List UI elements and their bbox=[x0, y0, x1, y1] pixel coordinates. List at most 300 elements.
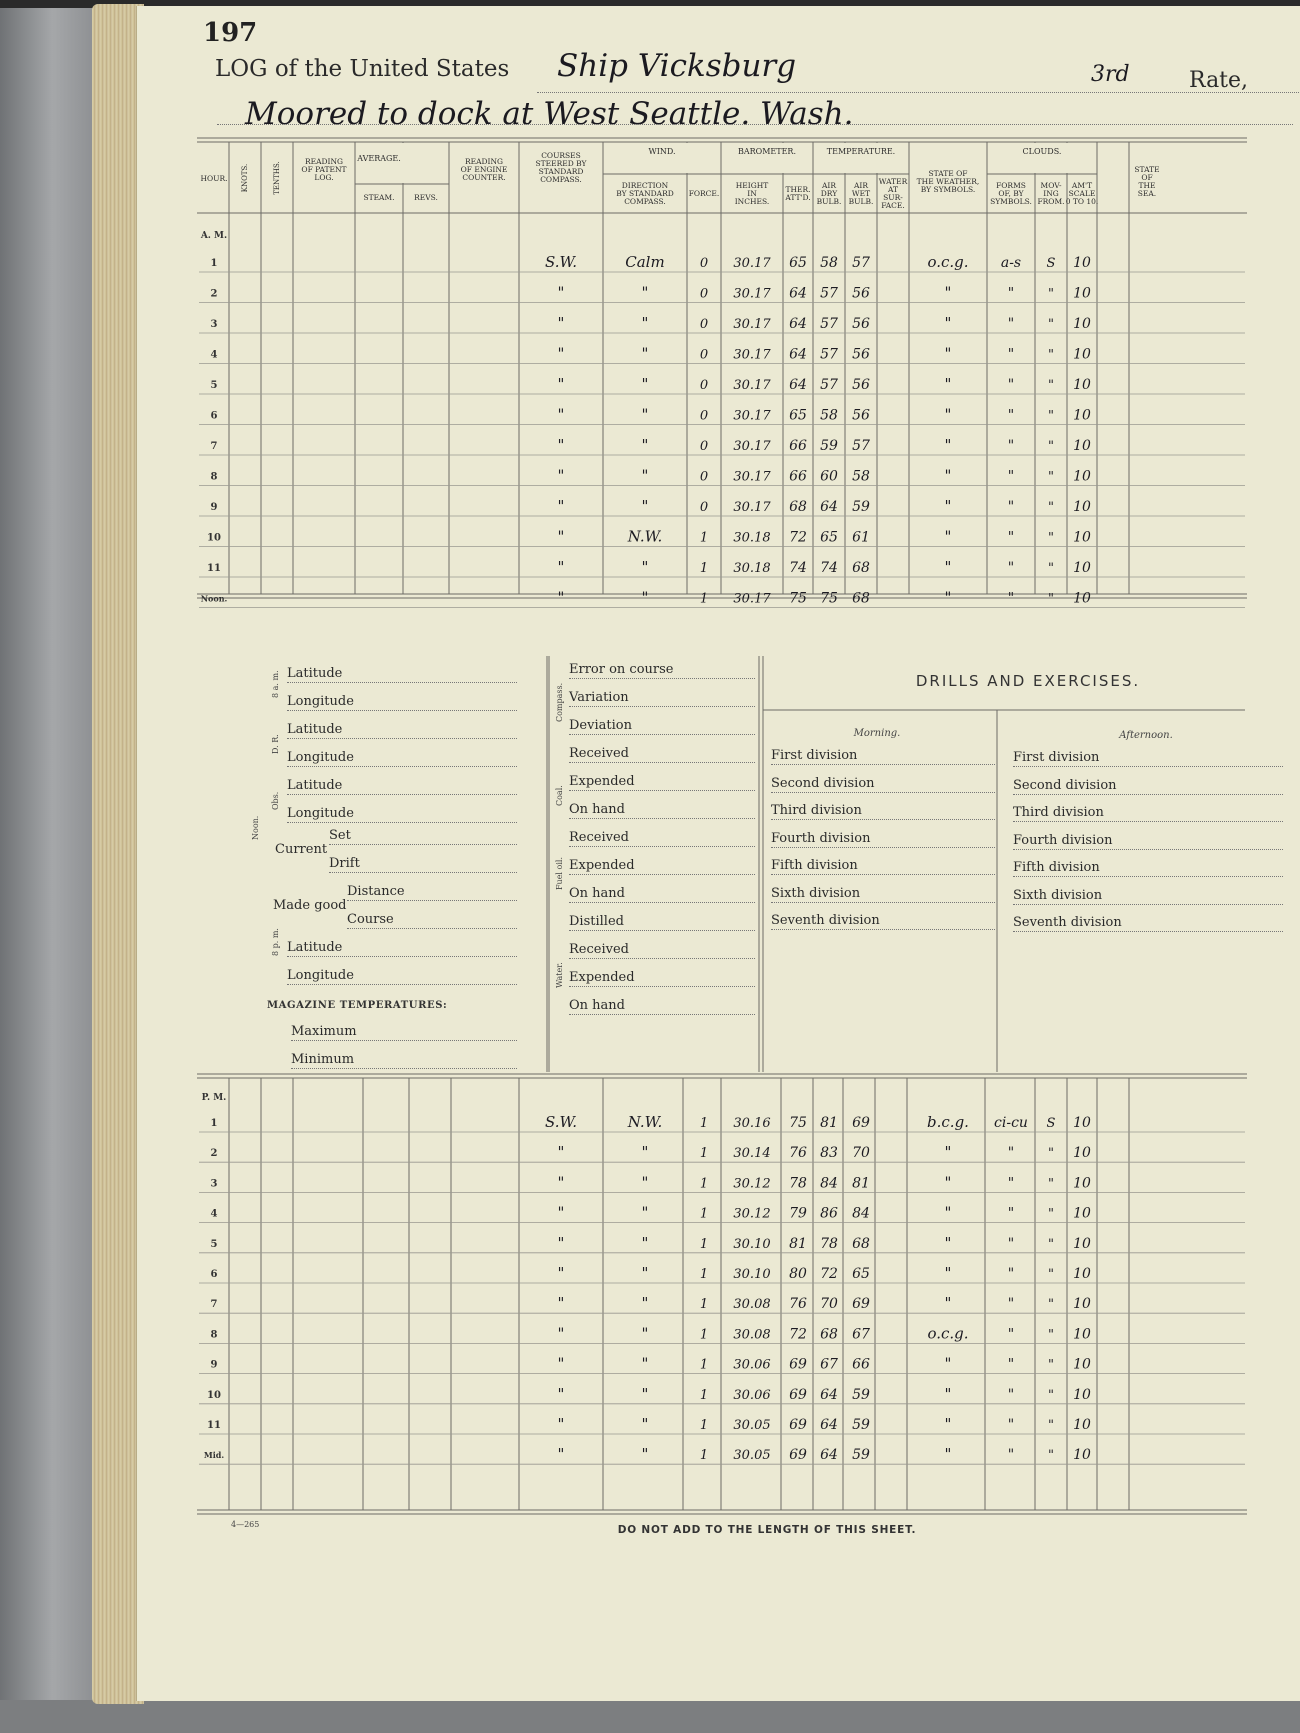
course-cell: " bbox=[557, 1354, 565, 1373]
air-wet-cell: 68 bbox=[852, 560, 870, 576]
cloud-forms-cell: a-s bbox=[1000, 255, 1022, 271]
barometer-ther-cell: 64 bbox=[789, 346, 807, 363]
wind-direction-cell: " bbox=[641, 588, 649, 607]
wind-direction-cell: N.W. bbox=[627, 1113, 663, 1131]
air-dry-cell: 78 bbox=[820, 1235, 838, 1252]
barometer-height-cell: 30.06 bbox=[733, 1357, 771, 1373]
supply-received-field: Received bbox=[569, 942, 755, 959]
barometer-height-cell: 30.05 bbox=[733, 1448, 771, 1464]
weather-cell: " bbox=[944, 1173, 952, 1192]
air-wet-cell: 56 bbox=[852, 407, 870, 424]
afternoon-division-2: Second division bbox=[1013, 778, 1283, 795]
air-wet-cell: 68 bbox=[852, 1235, 870, 1252]
wind-direction-cell: " bbox=[641, 375, 649, 393]
cloud-moving-cell: " bbox=[1048, 1357, 1054, 1373]
air-wet-cell: 56 bbox=[852, 316, 870, 332]
wind-force-cell: 0 bbox=[699, 347, 709, 363]
wind-force-cell: 0 bbox=[699, 408, 709, 424]
cloud-forms-cell: " bbox=[1007, 1266, 1015, 1282]
barometer-height-cell: 30.10 bbox=[733, 1267, 771, 1282]
cloud-amount-cell: 10 bbox=[1073, 499, 1091, 515]
weather-cell: " bbox=[944, 314, 952, 332]
cloud-amount-cell: 10 bbox=[1073, 468, 1091, 485]
location-entry: Moored to dock at West Seattle. Wash. bbox=[245, 96, 854, 132]
air-wet-cell: 59 bbox=[852, 1417, 870, 1433]
weather-cell: " bbox=[944, 1294, 952, 1313]
air-dry-cell: 70 bbox=[820, 1296, 838, 1313]
air-dry-cell: 64 bbox=[820, 1386, 838, 1403]
barometer-height-cell: 30.10 bbox=[733, 1236, 771, 1252]
cloud-amount-cell: 10 bbox=[1073, 1145, 1091, 1162]
afternoon-division-5: Fifth division bbox=[1013, 860, 1283, 877]
wind-direction-cell: " bbox=[641, 1233, 649, 1252]
course-cell: " bbox=[557, 375, 565, 393]
supply-received-field: Received bbox=[569, 830, 755, 847]
air-dry-cell: 64 bbox=[820, 1417, 838, 1433]
cloud-forms-cell: ci-cu bbox=[994, 1115, 1028, 1131]
wind-direction-cell: " bbox=[641, 1203, 649, 1222]
wind-direction-cell: " bbox=[641, 283, 649, 302]
supplies-section bbox=[547, 656, 759, 1076]
air-wet-cell: 58 bbox=[852, 468, 870, 485]
barometer-header: BAROMETER. bbox=[737, 147, 797, 156]
latitude-field: Latitude bbox=[287, 778, 517, 795]
morning-division-5: Fifth division bbox=[771, 858, 995, 875]
current-drift-field: Drift bbox=[329, 856, 517, 873]
cloud-forms-cell: " bbox=[1007, 438, 1015, 454]
air-wet-cell: 65 bbox=[852, 1266, 870, 1282]
hour-cell: 9 bbox=[210, 502, 218, 513]
average-header: AVERAGE. bbox=[357, 154, 401, 163]
cloud-amount-cell: 10 bbox=[1073, 438, 1091, 454]
wind-direction-cell: Calm bbox=[625, 253, 665, 271]
wind-force-cell: 1 bbox=[699, 1327, 709, 1343]
weather-cell: " bbox=[944, 558, 952, 576]
course-cell: S.W. bbox=[544, 1113, 578, 1131]
rate-label: Rate, bbox=[1189, 68, 1249, 93]
barometer-ther-cell: 68 bbox=[789, 499, 807, 515]
barometer-height-cell: 30.17 bbox=[733, 317, 771, 332]
magazine-minimum-field: Minimum bbox=[291, 1052, 517, 1069]
wind-force-cell: 0 bbox=[699, 256, 709, 271]
afternoon-division-4: Fourth division bbox=[1013, 833, 1283, 850]
cloud-amount-cell: 10 bbox=[1073, 529, 1091, 546]
made-good-distance-field: Distance bbox=[347, 884, 517, 901]
barometer-ther-cell: 75 bbox=[789, 590, 807, 607]
cloud-amount-cell: 10 bbox=[1073, 1417, 1091, 1433]
fueloil-group-label: Fuel oil. bbox=[555, 856, 564, 890]
wind-header: WIND. bbox=[648, 147, 676, 156]
course-cell: " bbox=[557, 344, 565, 363]
course-cell: " bbox=[557, 1173, 565, 1192]
made-good-course-field: Course bbox=[347, 912, 517, 929]
cloud-moving-cell: " bbox=[1048, 1387, 1054, 1403]
afternoon-label: Afternoon. bbox=[1119, 730, 1173, 741]
latlon-prefix: D. R. bbox=[271, 734, 280, 754]
wind-direction-cell: " bbox=[641, 1264, 649, 1282]
air-wet-cell: 59 bbox=[852, 1447, 870, 1464]
made-good-label: Made good bbox=[273, 898, 347, 913]
weather-cell: " bbox=[944, 1233, 952, 1252]
wind-force-cell: 1 bbox=[699, 1357, 709, 1373]
cloud-forms-cell: " bbox=[1007, 407, 1015, 424]
weather-cell: " bbox=[944, 344, 952, 363]
coal-group-label: Coal. bbox=[555, 785, 564, 806]
cloud-moving-cell: " bbox=[1048, 286, 1054, 302]
pm8-longitude-field: Longitude bbox=[287, 968, 517, 985]
wind-force-cell: 0 bbox=[699, 439, 709, 454]
barometer-height-cell: 30.18 bbox=[733, 561, 771, 576]
weather-cell: " bbox=[944, 375, 952, 393]
cloud-amount-cell: 10 bbox=[1073, 590, 1091, 607]
cloud-forms-cell: " bbox=[1007, 499, 1015, 515]
knots-header: KNOTS. bbox=[241, 163, 249, 193]
air-dry-cell: 57 bbox=[820, 346, 838, 363]
cloud-moving-cell: " bbox=[1048, 378, 1054, 393]
wind-direction-cell: " bbox=[641, 1445, 649, 1464]
cloud-moving-cell: " bbox=[1048, 1418, 1054, 1433]
air-wet-cell: 66 bbox=[852, 1356, 870, 1373]
wind-direction-cell: " bbox=[641, 1354, 649, 1373]
course-cell: " bbox=[557, 588, 565, 607]
air-dry-cell: 83 bbox=[820, 1145, 838, 1162]
barometer-height-cell: 30.12 bbox=[733, 1206, 771, 1222]
cloud-moving-cell: " bbox=[1048, 1448, 1054, 1464]
wind-force-cell: 0 bbox=[699, 378, 709, 393]
hour-cell: 11 bbox=[207, 563, 221, 574]
supply-error-on-course-field: Error on course bbox=[569, 662, 755, 679]
barometer-height-cell: 30.08 bbox=[733, 1297, 771, 1313]
wind-direction-cell: " bbox=[641, 1294, 649, 1313]
cloud-moving-cell: " bbox=[1048, 1267, 1054, 1282]
cloud-amount-cell: 10 bbox=[1073, 377, 1091, 393]
hour-cell: Noon. bbox=[200, 593, 228, 604]
cloud-moving-cell: " bbox=[1048, 1176, 1054, 1192]
air-dry-cell: 67 bbox=[820, 1356, 838, 1373]
cloud-forms-cell: " bbox=[1007, 285, 1015, 302]
barometer-height-cell: 30.17 bbox=[733, 286, 771, 302]
page-number: 197 bbox=[203, 18, 258, 48]
course-cell: " bbox=[557, 405, 565, 424]
cloud-moving-cell: " bbox=[1048, 439, 1054, 454]
supply-variation-field: Variation bbox=[569, 690, 755, 707]
weather-cell: " bbox=[944, 1143, 952, 1162]
navigation-section bbox=[207, 656, 547, 1076]
baro-ther-header: THER. ATT'D. bbox=[785, 185, 811, 202]
cloud-amount-cell: 10 bbox=[1073, 1266, 1091, 1282]
hour-cell: 8 bbox=[210, 1329, 218, 1341]
air-dry-cell: 84 bbox=[820, 1175, 838, 1192]
wind-force-cell: 1 bbox=[699, 1176, 709, 1192]
tenths-header: TENTHS. bbox=[273, 161, 281, 195]
wind-force-cell: 1 bbox=[699, 1206, 709, 1222]
ship-name: Ship Vicksburg bbox=[557, 48, 797, 84]
log-page bbox=[136, 6, 1300, 1701]
air-dry-cell: 65 bbox=[820, 529, 838, 546]
wind-direction-header: DIRECTION BY STANDARD COMPASS. bbox=[616, 181, 674, 206]
cloud-moving-cell: S bbox=[1046, 1116, 1056, 1131]
wind-force-cell: 1 bbox=[699, 1267, 709, 1282]
wind-direction-cell: " bbox=[641, 558, 649, 576]
barometer-ther-cell: 76 bbox=[789, 1296, 807, 1313]
cloud-moving-cell: " bbox=[1048, 469, 1054, 485]
cloud-amount-cell: 10 bbox=[1073, 1115, 1091, 1131]
cloud-amount-cell: 10 bbox=[1073, 1447, 1091, 1464]
pm8-prefix: 8 p. m. bbox=[271, 928, 280, 956]
air-dry-cell: 86 bbox=[820, 1205, 838, 1222]
barometer-height-cell: 30.16 bbox=[733, 1116, 771, 1131]
course-cell: " bbox=[557, 1203, 565, 1222]
clouds-header: CLOUDS. bbox=[1022, 147, 1062, 156]
course-cell: " bbox=[557, 283, 565, 302]
course-cell: " bbox=[557, 314, 565, 332]
cloud-moving-cell: " bbox=[1048, 1206, 1054, 1222]
weather-cell: " bbox=[944, 527, 952, 546]
supply-expended-field: Expended bbox=[569, 858, 755, 875]
baro-height-header: HEIGHT IN INCHES. bbox=[734, 181, 770, 206]
barometer-ther-cell: 64 bbox=[789, 377, 807, 393]
wind-force-cell: 1 bbox=[699, 1418, 709, 1433]
longitude-field: Longitude bbox=[287, 806, 517, 823]
latlon-prefix: 8 a. m. bbox=[271, 670, 280, 698]
weather-cell: " bbox=[944, 1384, 952, 1403]
hour-cell: 6 bbox=[210, 410, 218, 422]
morning-division-1: First division bbox=[771, 748, 995, 765]
engine-counter-header: READING OF ENGINE COUNTER. bbox=[460, 157, 508, 182]
book-spine bbox=[0, 0, 96, 1733]
air-dry-cell: 75 bbox=[820, 590, 838, 607]
temperature-header: TEMPERATURE. bbox=[826, 147, 896, 156]
cloud-moving-header: MOV-ING FROM. bbox=[1037, 181, 1065, 206]
cloud-forms-cell: " bbox=[1007, 590, 1015, 607]
cloud-amount-cell: 10 bbox=[1073, 346, 1091, 363]
cloud-moving-cell: S bbox=[1046, 256, 1056, 271]
weather-cell: " bbox=[944, 436, 952, 454]
air-wet-cell: 56 bbox=[852, 285, 870, 302]
air-wet-cell: 69 bbox=[852, 1115, 870, 1131]
air-dry-cell: 64 bbox=[820, 1447, 838, 1464]
course-cell: " bbox=[557, 436, 565, 454]
barometer-height-cell: 30.06 bbox=[733, 1387, 771, 1403]
supply-deviation-field: Deviation bbox=[569, 718, 755, 735]
air-wet-cell: 69 bbox=[852, 1296, 870, 1313]
cloud-forms-cell: " bbox=[1007, 1235, 1015, 1252]
cloud-forms-cell: " bbox=[1007, 1175, 1015, 1192]
latlon-prefix: Obs. bbox=[271, 791, 280, 810]
barometer-ther-cell: 76 bbox=[789, 1145, 807, 1162]
barometer-height-cell: 30.17 bbox=[733, 469, 771, 485]
log-title: LOG of the United States bbox=[215, 56, 510, 82]
steam-header: STEAM. bbox=[363, 193, 395, 202]
air-dry-cell: 68 bbox=[820, 1326, 838, 1343]
hour-cell: Mid. bbox=[203, 1450, 225, 1461]
hour-cell: 3 bbox=[210, 319, 218, 330]
magazine-title: MAGAZINE TEMPERATURES: bbox=[267, 1000, 448, 1011]
wind-force-cell: 1 bbox=[699, 1297, 709, 1313]
air-wet-cell: 56 bbox=[852, 346, 870, 363]
weather-cell: " bbox=[944, 497, 952, 515]
hour-cell: 9 bbox=[210, 1359, 218, 1371]
weather-cell: " bbox=[944, 405, 952, 424]
wind-force-cell: 1 bbox=[699, 591, 709, 607]
wind-force-cell: 0 bbox=[699, 500, 709, 515]
weather-cell: " bbox=[944, 283, 952, 302]
hour-cell: 3 bbox=[210, 1178, 218, 1190]
hour-cell: 5 bbox=[210, 1238, 218, 1250]
wind-force-cell: 0 bbox=[699, 286, 709, 302]
course-cell: " bbox=[557, 527, 565, 546]
air-wet-cell: 56 bbox=[852, 377, 870, 393]
barometer-ther-cell: 65 bbox=[789, 255, 807, 271]
cloud-moving-cell: " bbox=[1048, 561, 1054, 576]
course-cell: " bbox=[557, 1233, 565, 1252]
barometer-ther-cell: 69 bbox=[789, 1356, 807, 1373]
air-dry-cell: 64 bbox=[820, 499, 838, 515]
latitude-field: Latitude bbox=[287, 666, 517, 683]
air-dry-cell: 81 bbox=[820, 1115, 838, 1131]
course-cell: " bbox=[557, 1264, 565, 1282]
wind-force-cell: 0 bbox=[699, 469, 709, 485]
cloud-amount-cell: 10 bbox=[1073, 255, 1091, 271]
hour-cell: 1 bbox=[210, 1118, 218, 1129]
hour-cell: 2 bbox=[210, 1148, 218, 1160]
cloud-amount-cell: 10 bbox=[1073, 1356, 1091, 1373]
barometer-ther-cell: 69 bbox=[789, 1417, 807, 1433]
air-wet-cell: 57 bbox=[852, 255, 870, 271]
drills-title: DRILLS AND EXERCISES. bbox=[915, 672, 1141, 690]
hour-cell: 4 bbox=[210, 349, 218, 361]
morning-label: Morning. bbox=[853, 728, 901, 739]
cloud-moving-cell: " bbox=[1048, 317, 1054, 332]
weather-cell: " bbox=[944, 588, 952, 607]
morning-division-3: Third division bbox=[771, 803, 995, 820]
longitude-field: Longitude bbox=[287, 750, 517, 767]
course-cell: " bbox=[557, 1324, 565, 1343]
cloud-moving-cell: " bbox=[1048, 1327, 1054, 1343]
course-cell: " bbox=[557, 1415, 565, 1433]
barometer-height-cell: 30.14 bbox=[733, 1146, 771, 1162]
hour-cell: 4 bbox=[210, 1208, 218, 1220]
water-group-label: Water. bbox=[555, 962, 564, 988]
air-wet-cell: 70 bbox=[852, 1145, 870, 1162]
cloud-amount-cell: 10 bbox=[1073, 1205, 1091, 1222]
barometer-height-cell: 30.08 bbox=[733, 1327, 771, 1343]
wind-direction-cell: " bbox=[641, 1143, 649, 1162]
air-wet-header: AIR WET BULB. bbox=[848, 181, 874, 206]
air-wet-cell: 84 bbox=[852, 1205, 870, 1222]
barometer-ther-cell: 74 bbox=[789, 560, 807, 576]
cloud-moving-cell: " bbox=[1048, 408, 1054, 424]
barometer-height-cell: 30.17 bbox=[733, 439, 771, 454]
wind-direction-cell: " bbox=[641, 436, 649, 454]
wind-force-cell: 1 bbox=[699, 1387, 709, 1403]
hour-cell: 8 bbox=[210, 471, 218, 483]
wind-direction-cell: " bbox=[641, 344, 649, 363]
barometer-ther-cell: 78 bbox=[789, 1175, 807, 1192]
wind-direction-cell: " bbox=[641, 405, 649, 424]
cloud-amount-cell: 10 bbox=[1073, 1326, 1091, 1343]
cloud-forms-header: FORMS OF, BY SYMBOLS. bbox=[990, 181, 1032, 206]
supply-received-field: Received bbox=[569, 746, 755, 763]
air-wet-cell: 81 bbox=[852, 1175, 870, 1192]
barometer-height-cell: 30.12 bbox=[733, 1176, 771, 1192]
barometer-ther-cell: 72 bbox=[789, 1326, 807, 1343]
wind-direction-cell: " bbox=[641, 1324, 649, 1343]
cloud-moving-cell: " bbox=[1048, 1236, 1054, 1252]
cloud-forms-cell: " bbox=[1007, 1326, 1015, 1343]
wind-force-cell: 1 bbox=[699, 1146, 709, 1162]
cloud-forms-cell: " bbox=[1007, 560, 1015, 576]
cloud-moving-cell: " bbox=[1048, 591, 1054, 607]
barometer-height-cell: 30.17 bbox=[733, 378, 771, 393]
barometer-ther-cell: 69 bbox=[789, 1386, 807, 1403]
wind-force-cell: 0 bbox=[699, 317, 709, 332]
cloud-amount-cell: 10 bbox=[1073, 285, 1091, 302]
weather-cell: " bbox=[944, 1203, 952, 1222]
patent-log-header: READING OF PATENT LOG. bbox=[301, 157, 347, 182]
cloud-forms-cell: " bbox=[1007, 346, 1015, 363]
morning-division-4: Fourth division bbox=[771, 831, 995, 848]
wind-direction-cell: " bbox=[641, 497, 649, 515]
pm-label: P. M. bbox=[201, 1093, 227, 1103]
barometer-height-cell: 30.17 bbox=[733, 408, 771, 424]
weather-cell: " bbox=[944, 1445, 952, 1464]
morning-division-6: Sixth division bbox=[771, 886, 995, 903]
course-cell: " bbox=[557, 1294, 565, 1313]
courses-header: COURSES STEERED BY STANDARD COMPASS. bbox=[535, 151, 587, 184]
air-dry-cell: 58 bbox=[820, 255, 838, 271]
revs-header: REVS. bbox=[414, 193, 438, 202]
barometer-ther-cell: 81 bbox=[789, 1235, 807, 1252]
compass-group-label: Compass. bbox=[555, 682, 564, 722]
rate-value: 3rd bbox=[1091, 62, 1130, 87]
air-wet-cell: 67 bbox=[852, 1326, 870, 1343]
magazine-maximum-field: Maximum bbox=[291, 1024, 517, 1041]
supply-distilled-field: Distilled bbox=[569, 914, 755, 931]
bottom-edge bbox=[0, 1700, 1300, 1733]
afternoon-division-3: Third division bbox=[1013, 805, 1283, 822]
weather-cell: " bbox=[944, 1415, 952, 1433]
cloud-moving-cell: " bbox=[1048, 1146, 1054, 1162]
cloud-forms-cell: " bbox=[1007, 529, 1015, 546]
course-cell: " bbox=[557, 558, 565, 576]
hour-cell: 1 bbox=[210, 258, 218, 269]
barometer-height-cell: 30.17 bbox=[733, 500, 771, 515]
air-dry-cell: 72 bbox=[820, 1266, 838, 1282]
weather-cell: " bbox=[944, 466, 952, 485]
hour-cell: 10 bbox=[207, 532, 221, 544]
course-cell: " bbox=[557, 466, 565, 485]
wind-direction-cell: " bbox=[641, 1384, 649, 1403]
supply-expended-field: Expended bbox=[569, 774, 755, 791]
cloud-forms-cell: " bbox=[1007, 1205, 1015, 1222]
air-dry-cell: 57 bbox=[820, 285, 838, 302]
air-dry-cell: 57 bbox=[820, 377, 838, 393]
cloud-moving-cell: " bbox=[1048, 530, 1054, 546]
supply-on-hand-field: On hand bbox=[569, 802, 755, 819]
weather-cell: " bbox=[944, 1264, 952, 1282]
air-wet-cell: 59 bbox=[852, 1386, 870, 1403]
cloud-amount-cell: 10 bbox=[1073, 407, 1091, 424]
barometer-ther-cell: 66 bbox=[789, 438, 807, 454]
barometer-ther-cell: 80 bbox=[789, 1266, 807, 1282]
air-dry-cell: 59 bbox=[820, 438, 838, 454]
course-cell: S.W. bbox=[544, 253, 578, 271]
afternoon-division-6: Sixth division bbox=[1013, 888, 1283, 905]
current-label: Current bbox=[275, 842, 328, 857]
cloud-forms-cell: " bbox=[1007, 1386, 1015, 1403]
barometer-ther-cell: 69 bbox=[789, 1447, 807, 1464]
